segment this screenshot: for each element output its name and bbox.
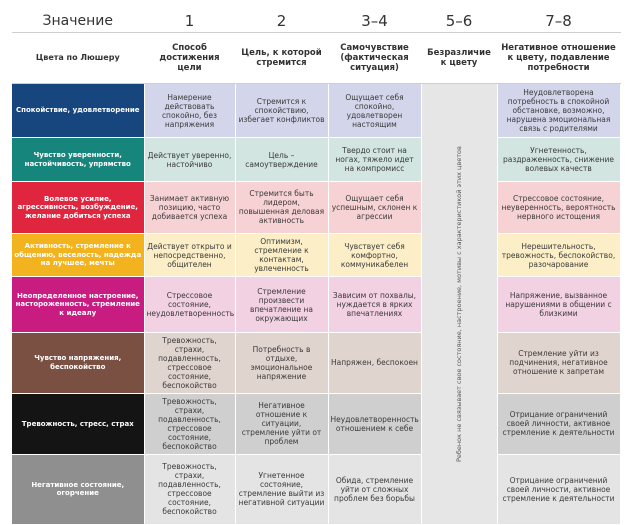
- color-label-cell: Неопределенное настроение, настороженность, стремление к идеалу: [12, 277, 144, 333]
- wellbeing-cell: Обида, стремление уйти от сложных проблем без борьбы: [328, 454, 421, 524]
- header-num-5-6: 5–6: [421, 10, 497, 33]
- header-num-1: 1: [144, 10, 235, 33]
- vertical-note: Ребенок не связывает свое состояние, настроение, мотивы с характеристикой этих цветов: [455, 146, 463, 462]
- table-row: [12, 233, 620, 276]
- header-sub-negative: Негативное отношение к цвету, подавление потребности: [497, 33, 620, 84]
- goal-cell: Стремление произвести впечатление на окружающих: [235, 277, 328, 333]
- wellbeing-cell: Чувствует себя комфортно, коммуникабелен: [328, 233, 421, 276]
- color-label-cell: Чувство уверенности, настойчивость, упрямство: [12, 138, 144, 181]
- negative-cell: Стрессовое состояние, неуверенность, вероятность нервного истощения: [497, 181, 620, 233]
- header-value-cell: Значение: [12, 10, 144, 33]
- table-row: [12, 84, 620, 138]
- negative-cell: Неудовлетворена потребность в спокойной обстановке, возможно, нарушена эмоциональная связь с родителями: [497, 84, 620, 138]
- color-label-cell: Спокойствие, удовлетворение: [12, 84, 144, 138]
- goal-cell: Стремится к спокойствию, избегает конфликтов: [235, 84, 328, 138]
- goal-cell: Стремится быть лидером, повышенная деловая активность: [235, 181, 328, 233]
- header-colors-cell: Цвета по Люшеру: [12, 33, 144, 84]
- negative-cell: Нерешительность, тревожность, беспокойство, разочарование: [497, 233, 620, 276]
- goal-cell: Угнетенное состояние, стремление выйти из негативной ситуации: [235, 454, 328, 524]
- table-row: [12, 393, 620, 454]
- negative-cell: Угнетенность, раздраженность, снижение волевых качеств: [497, 138, 620, 181]
- header-num-2: 2: [235, 10, 328, 33]
- table-row: [12, 181, 620, 233]
- wellbeing-cell: Напряжен, беспокоен: [328, 332, 421, 393]
- header-sub-indifference: Безразличие к цвету: [421, 33, 497, 84]
- method-cell: Тревожность, страхи, подавленность, стрессовое состояние, беспокойство: [144, 454, 235, 524]
- method-cell: Стрессовое состояние, неудовлетворенность: [144, 277, 235, 333]
- table-row: [12, 454, 620, 524]
- luscher-color-table: [12, 10, 621, 525]
- negative-cell: Напряжение, вызванное нарушениями в общении с близкими: [497, 277, 620, 333]
- header-sub-wellbeing: Самочувствие (фактическая ситуация): [328, 33, 421, 84]
- header-numbers-row: [12, 10, 620, 33]
- negative-cell: Отрицание ограничений своей личности, активное стремление к деятельности: [497, 393, 620, 454]
- header-num-7-8: 7–8: [497, 10, 620, 33]
- goal-cell: Цель – самоутверждение: [235, 138, 328, 181]
- color-label-cell: Волевое усилие, агрессивность, возбуждение, желание добиться успеха: [12, 181, 144, 233]
- method-cell: Действует открыто и непосредственно, общителен: [144, 233, 235, 276]
- method-cell: Тревожность, страхи, подавленность, стрессовое состояние, беспокойство: [144, 393, 235, 454]
- method-cell: Занимает активную позицию, часто добивается успеха: [144, 181, 235, 233]
- goal-cell: Негативное отношение к ситуации, стремление уйти от проблем: [235, 393, 328, 454]
- table-row: [12, 138, 620, 181]
- color-label-cell: Негативное состояние, огорчение: [12, 454, 144, 524]
- method-cell: Тревожность, страхи, подавленность, стрессовое состояние, беспокойство: [144, 332, 235, 393]
- method-cell: Действует уверенно, настойчиво: [144, 138, 235, 181]
- negative-cell: Отрицание ограничений своей личности, активное стремление к деятельности: [497, 454, 620, 524]
- wellbeing-cell: Твердо стоит на ногах, тяжело идет на компромисс: [328, 138, 421, 181]
- indifference-cell: [421, 84, 497, 525]
- header-subtitles-row: [12, 33, 620, 84]
- negative-cell: Стремление уйти из подчинения, негативное отношение к запретам: [497, 332, 620, 393]
- header-sub-goal: Цель, к которой стремится: [235, 33, 328, 84]
- header-num-3-4: 3–4: [328, 10, 421, 33]
- wellbeing-cell: Неудовлетворенность отношением к себе: [328, 393, 421, 454]
- goal-cell: Оптимизм, стремление к контактам, увлеченность: [235, 233, 328, 276]
- table-row: [12, 332, 620, 393]
- wellbeing-cell: Ощущает себя спокойно, удовлетворен настоящим: [328, 84, 421, 138]
- wellbeing-cell: Зависим от похвалы, нуждается в ярких впечатлениях: [328, 277, 421, 333]
- method-cell: Намерение действовать спокойно, без напряжения: [144, 84, 235, 138]
- goal-cell: Потребность в отдыхе, эмоциональное напряжение: [235, 332, 328, 393]
- table-row: [12, 277, 620, 333]
- color-label-cell: Чувство напряжения, беспокойство: [12, 332, 144, 393]
- wellbeing-cell: Ощущает себя успешным, склонен к агрессии: [328, 181, 421, 233]
- color-label-cell: Активность, стремление к общению, веселость, надежда на лучшее, мечты: [12, 233, 144, 276]
- color-label-cell: Тревожность, стресс, страх: [12, 393, 144, 454]
- header-sub-method: Способ достижения цели: [144, 33, 235, 84]
